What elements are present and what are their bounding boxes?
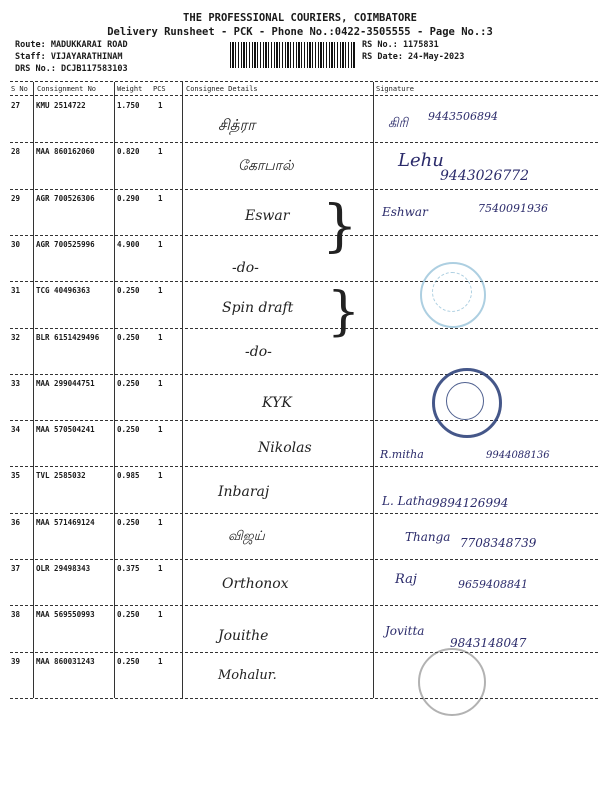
- row-pieces: 1: [158, 378, 163, 388]
- bracket-mark: }: [322, 194, 358, 259]
- row-serial-number: 39: [11, 656, 21, 666]
- drs-number: DRS No.: DCJB117583103: [15, 64, 128, 74]
- company-title: THE PROFESSIONAL COURIERS, COIMBATORE: [183, 12, 417, 24]
- row-consignee-handwriting: Eswar: [245, 208, 290, 224]
- row-consignee-handwriting: Inbaraj: [218, 484, 270, 500]
- row-signature: Jovitta: [385, 624, 425, 638]
- table-bottom-rule: [10, 698, 598, 699]
- row-consignment-number: MAA 860031243: [36, 656, 95, 666]
- courier-stamp-grey: [418, 648, 486, 716]
- col-header-consignment: Consignment No: [37, 85, 97, 93]
- col-header-signature: Signature: [376, 85, 414, 93]
- row-serial-number: 38: [11, 610, 21, 620]
- row-weight: 0.250: [117, 332, 140, 342]
- row-signature-phone: 9443506894: [428, 110, 498, 123]
- row-serial-number: 33: [11, 378, 21, 388]
- row-weight: 0.250: [117, 286, 140, 296]
- row-consignment-number: BLR 6151429496: [36, 332, 100, 342]
- row-consignment-number: TVL 2585032: [36, 471, 86, 481]
- row-divider: [10, 374, 598, 375]
- row-signature: Raj: [395, 572, 417, 587]
- route-label: Route: MADUKKARAI ROAD: [15, 40, 128, 50]
- row-weight: 0.250: [117, 425, 140, 435]
- row-weight: 1.750: [117, 101, 140, 110]
- row-consignee-handwriting: Jouithe: [218, 628, 269, 644]
- row-pieces: 1: [158, 239, 163, 249]
- row-signature: L. Latha: [382, 494, 433, 508]
- kgk-stamp-inner: [446, 382, 484, 420]
- row-consignee-handwriting: விஜய்: [228, 529, 265, 544]
- row-consignment-number: OLR 29498343: [36, 564, 91, 573]
- row-signature-phone: 7540091936: [478, 202, 548, 215]
- row-signature: Thanga: [405, 530, 451, 544]
- row-signature-phone: 9843148047: [450, 636, 527, 650]
- row-serial-number: 35: [11, 471, 21, 481]
- rs-date: RS Date: 24-May-2023: [362, 52, 465, 62]
- row-consignee-handwriting: Mohalur.: [218, 668, 277, 683]
- row-divider: [10, 328, 598, 329]
- row-consignee-handwriting: KYK: [262, 395, 292, 411]
- row-serial-number: 30: [11, 239, 21, 249]
- row-consignee-handwriting: சித்ரா: [218, 116, 256, 134]
- row-signature: Eshwar: [382, 205, 428, 219]
- row-consignment-number: MAA 569550993: [36, 610, 95, 620]
- row-pieces: 1: [158, 286, 163, 296]
- row-consignment-number: MAA 570504241: [36, 425, 95, 435]
- barcode: [230, 42, 355, 68]
- runsheet-subtitle: Delivery Runsheet - PCK - Phone No.:0422-3505555 - Page No.:3: [107, 26, 493, 38]
- row-pieces: 1: [158, 425, 163, 435]
- staff-label: Staff: VIJAYARATHINAM: [15, 52, 123, 62]
- row-divider: [10, 513, 598, 514]
- row-divider: [10, 559, 598, 560]
- row-consignee-handwriting: Orthonox: [222, 576, 289, 592]
- row-signature: R.mitha: [380, 448, 424, 461]
- row-consignee-handwriting: -do-: [245, 344, 272, 360]
- row-consignment-number: KMU 2514722: [36, 101, 86, 110]
- row-serial-number: 34: [11, 425, 21, 435]
- row-signature-phone: 7708348739: [460, 536, 537, 550]
- row-divider: [10, 235, 598, 236]
- row-divider: [10, 281, 598, 282]
- row-divider: [10, 420, 598, 421]
- col-header-pcs: PCS: [153, 85, 166, 93]
- row-weight: 4.900: [117, 239, 140, 249]
- table-top-rule: [10, 81, 598, 82]
- row-consignment-number: MAA 860162060: [36, 147, 95, 157]
- row-weight: 0.985: [117, 471, 140, 481]
- row-serial-number: 36: [11, 517, 21, 527]
- row-weight: 0.250: [117, 610, 140, 620]
- row-divider: [10, 189, 598, 190]
- row-pieces: 1: [158, 471, 163, 481]
- row-divider: [10, 652, 598, 653]
- row-signature: Lehu: [398, 150, 444, 171]
- row-weight: 0.250: [117, 378, 140, 388]
- bracket-mark: }: [327, 282, 361, 342]
- row-pieces: 1: [158, 193, 163, 203]
- row-consignment-number: MAA 299044751: [36, 378, 95, 388]
- row-signature-phone: 9443026772: [440, 168, 530, 184]
- col-header-sno: S No: [11, 85, 28, 93]
- row-serial-number: 29: [11, 193, 21, 203]
- row-serial-number: 37: [11, 564, 21, 573]
- col-header-consignee: Consignee Details: [186, 85, 258, 93]
- row-pieces: 1: [158, 564, 163, 573]
- row-weight: 0.250: [117, 656, 140, 666]
- row-weight: 0.290: [117, 193, 140, 203]
- row-consignment-number: MAA 571469124: [36, 517, 95, 527]
- row-consignee-handwriting: -do-: [232, 260, 259, 276]
- row-serial-number: 27: [11, 101, 21, 110]
- row-weight: 0.250: [117, 517, 140, 527]
- row-serial-number: 28: [11, 147, 21, 157]
- company-stamp-inner: [432, 272, 472, 312]
- row-pieces: 1: [158, 147, 163, 157]
- row-divider: [10, 466, 598, 467]
- row-divider: [10, 142, 598, 143]
- row-pieces: 1: [158, 332, 163, 342]
- row-pieces: 1: [158, 517, 163, 527]
- row-consignee-handwriting: Nikolas: [258, 440, 312, 456]
- row-consignee-handwriting: Spin draft: [222, 300, 294, 316]
- row-pieces: 1: [158, 656, 163, 666]
- row-consignee-handwriting: கோபால்: [238, 158, 294, 174]
- row-pieces: 1: [158, 610, 163, 620]
- row-serial-number: 32: [11, 332, 21, 342]
- table-header-rule: [10, 95, 598, 96]
- row-weight: 0.820: [117, 147, 140, 157]
- row-signature: கிரி: [388, 116, 409, 131]
- row-signature-phone: 9894126994: [432, 496, 509, 510]
- row-pieces: 1: [158, 101, 163, 110]
- row-weight: 0.375: [117, 564, 140, 573]
- row-divider: [10, 605, 598, 606]
- rs-number: RS No.: 1175831: [362, 40, 439, 50]
- row-serial-number: 31: [11, 286, 21, 296]
- col-header-weight: Weight: [117, 85, 143, 93]
- row-signature-phone: 9944088136: [486, 450, 550, 461]
- row-consignment-number: AGR 700526306: [36, 193, 95, 203]
- row-consignment-number: TCG 40496363: [36, 286, 91, 296]
- row-signature-phone: 9659408841: [458, 578, 528, 591]
- row-consignment-number: AGR 700525996: [36, 239, 95, 249]
